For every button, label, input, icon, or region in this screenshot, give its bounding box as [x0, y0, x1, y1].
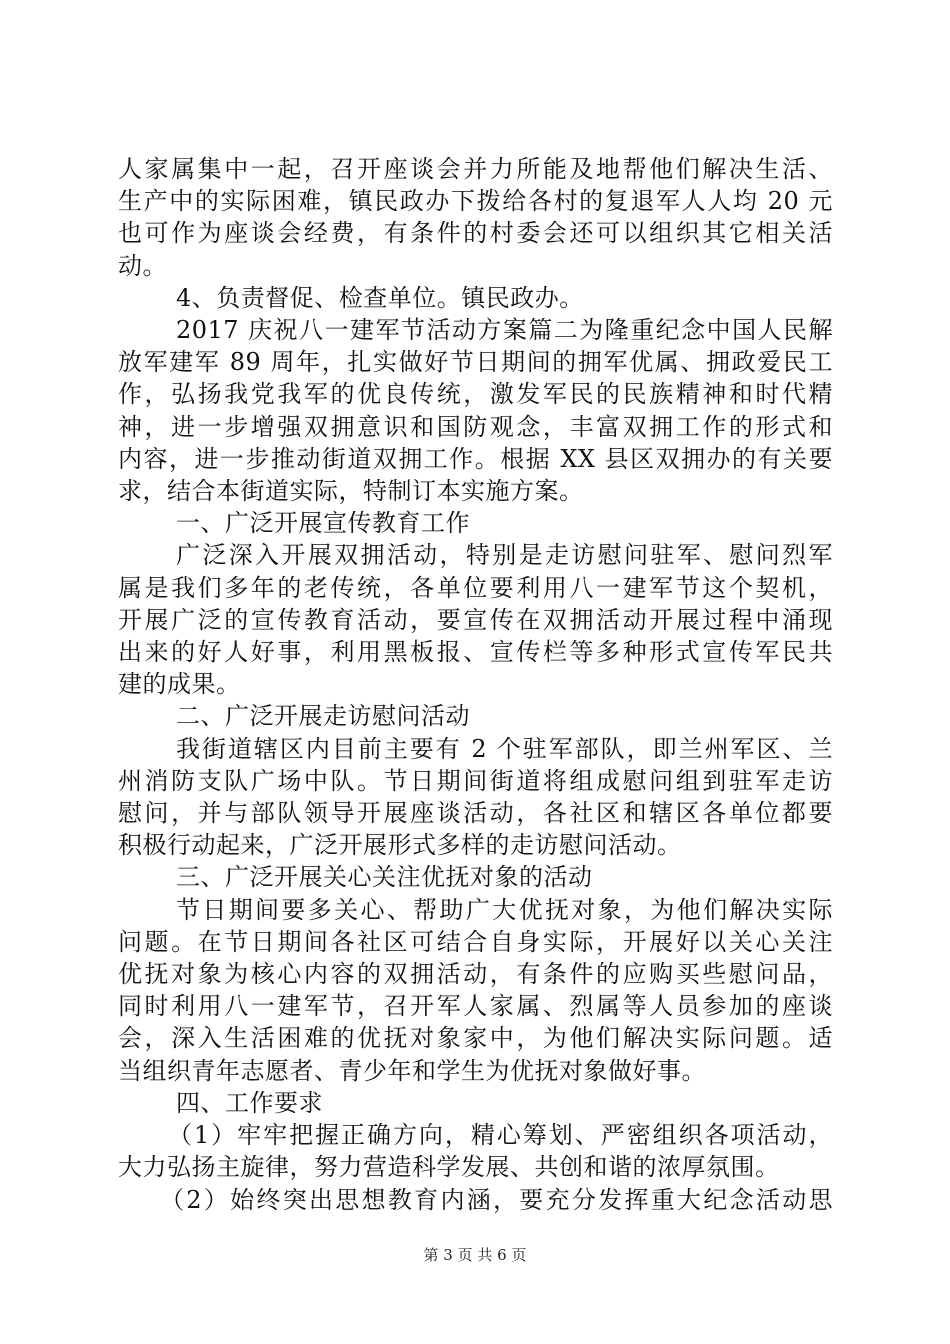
text-line: 州消防支队广场中队。节日期间街道将组成慰问组到驻军走访: [118, 766, 833, 795]
text-line: 慰问，并与部队领导开展座谈活动，各社区和辖区各单位都要: [118, 799, 833, 828]
text-line: 问题。在节日期间各社区可结合自身实际，开展好以关心关注: [118, 927, 833, 956]
text-line: 也可作为座谈会经费，有条件的村委会还可以组织其它相关活: [118, 219, 833, 248]
text-line: 出来的好人好事，利用黑板报、宣传栏等多种形式宣传军民共: [118, 638, 833, 667]
text-line: 优抚对象为核心内容的双拥活动，有条件的应购买些慰问品，: [118, 960, 833, 989]
list-item-heading: 4、负责督促、检查单位。镇民政办。: [176, 283, 584, 312]
paragraph-start: 我街道辖区内目前主要有 2 个驻军部队，即兰州军区、兰: [176, 734, 833, 763]
text-line: 内容，进一步推动街道双拥工作。根据 XX 县区双拥办的有关要: [118, 444, 833, 473]
text-line: 会，深入生活困难的优抚对象家中，为他们解决实际问题。适: [118, 1024, 833, 1053]
paragraph-start: （2）始终突出思想教育内涵，要充分发挥重大纪念活动思: [160, 1185, 833, 1214]
text-line: 求，结合本街道实际，特制订本实施方案。: [118, 477, 584, 506]
paragraph-start: 节日期间要多关心、帮助广大优抚对象，为他们解决实际: [176, 895, 833, 924]
text-line: 当组织青年志愿者、青少年和学生为优抚对象做好事。: [118, 1056, 706, 1085]
text-line: 生产中的实际困难，镇民政办下拨给各村的复退军人人均 20 元: [118, 187, 833, 216]
text-line: 积极行动起来，广泛开展形式多样的走访慰问活动。: [118, 831, 682, 860]
text-line: 同时利用八一建军节，召开军人家属、烈属等人员参加的座谈: [118, 992, 833, 1021]
document-body: [118, 153, 833, 1216]
text-line: 放军建军 89 周年，扎实做好节日期间的拥军优属、拥政爱民工: [118, 348, 833, 377]
text-line: 大力弘扬主旋律，努力营造科学发展、共创和谐的浓厚氛围。: [118, 1153, 780, 1182]
paragraph-start: 2017 庆祝八一建军节活动方案篇二为隆重纪念中国人民解: [176, 316, 833, 345]
section-heading: 二、广泛开展走访慰问活动: [176, 702, 470, 731]
text-line: 作，弘扬我党我军的优良传统，激发军民的民族精神和时代精: [118, 380, 833, 409]
section-heading: 四、工作要求: [176, 1088, 323, 1117]
section-heading: 一、广泛开展宣传教育工作: [176, 509, 470, 538]
text-line: 开展广泛的宣传教育活动，要宣传在双拥活动开展过程中涌现: [118, 605, 833, 634]
paragraph-start: （1）牢牢把握正确方向，精心筹划、严密组织各项活动，: [168, 1121, 833, 1150]
text-line: 神，进一步增强双拥意识和国防观念，丰富双拥工作的形式和: [118, 412, 833, 441]
text-line: 建的成果。: [118, 670, 241, 699]
page-number-footer: 第 3 页 共 6 页: [423, 1246, 527, 1264]
text-line: 属是我们多年的老传统，各单位要利用八一建军节这个契机，: [118, 573, 833, 602]
paragraph-start: 广泛深入开展双拥活动，特别是走访慰问驻军、慰问烈军: [176, 541, 833, 570]
section-heading: 三、广泛开展关心关注优抚对象的活动: [176, 863, 593, 892]
text-line: 动。: [118, 251, 167, 280]
text-line: 人家属集中一起，召开座谈会并力所能及地帮他们解决生活、: [118, 155, 833, 183]
